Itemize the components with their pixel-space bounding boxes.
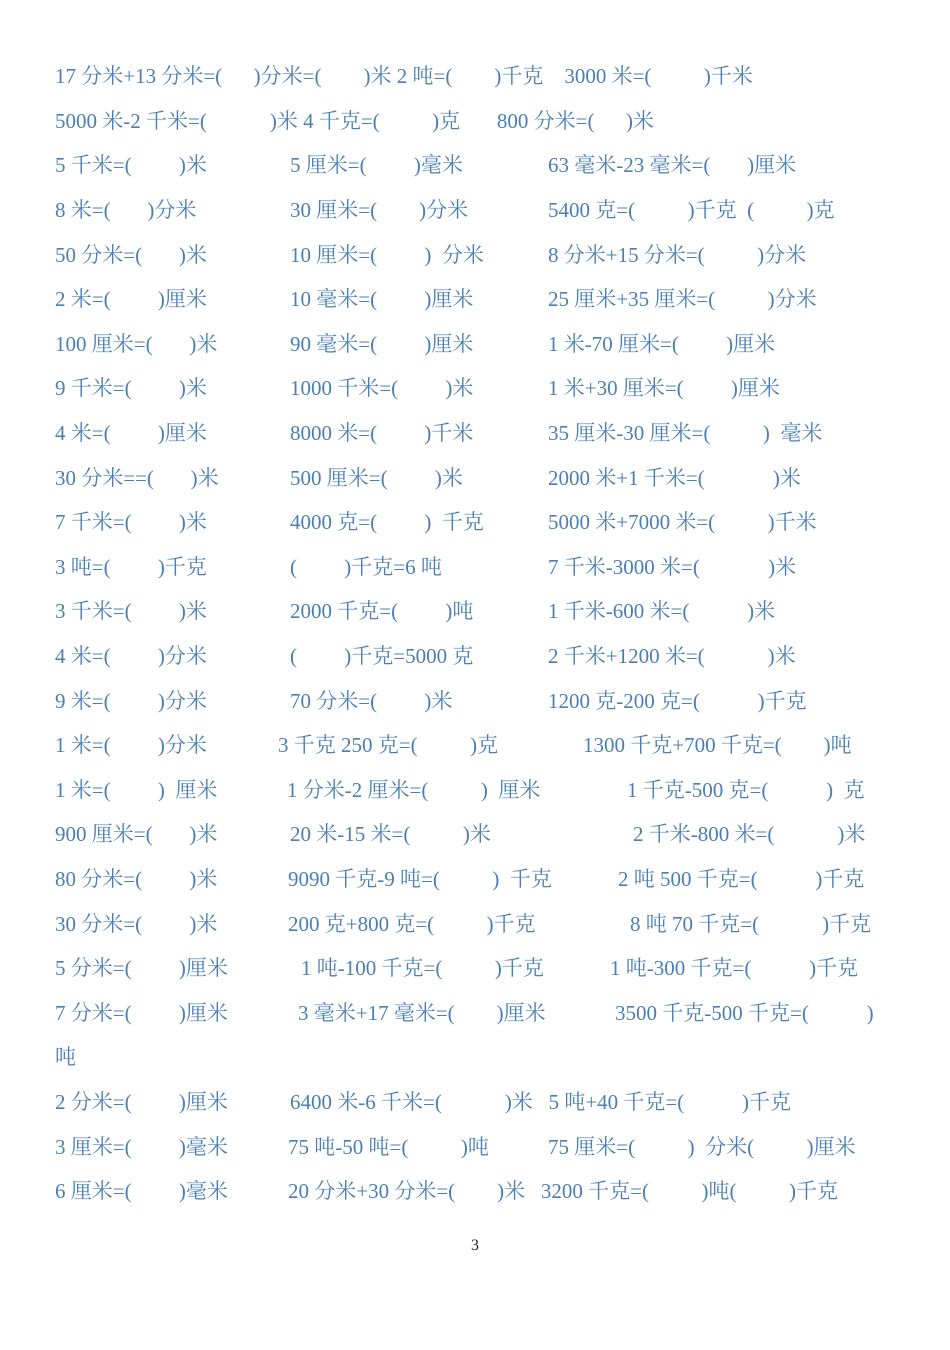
- exercise-line: [55, 192, 835, 228]
- exercise-item: 2000 米+1 千米=( )米: [548, 466, 801, 490]
- exercise-item: 5400 克=( )千克 ( )克: [548, 198, 835, 222]
- exercise-item: 1200 克-200 克=( )千克: [548, 689, 807, 713]
- exercise-item: ( )千克=5000 克: [290, 644, 474, 668]
- exercise-item: 2 米=( )厘米: [55, 287, 207, 311]
- exercise-item: 3 千克 250 克=( )克: [278, 733, 499, 757]
- exercise-item: 1 吨-100 千克=( )千克: [301, 956, 544, 980]
- exercise-item: 35 厘米-30 厘米=( ) 毫米: [548, 421, 823, 445]
- exercise-item: 7 千米-3000 米=( )米: [548, 555, 797, 579]
- exercise-item: 20 米-15 米=( )米: [290, 822, 491, 846]
- exercise-item: 75 吨-50 吨=( )吨: [288, 1135, 489, 1159]
- exercise-item: 500 厘米=( )米: [290, 466, 463, 490]
- exercise-item: 4 米=( )厘米: [55, 421, 207, 445]
- exercise-item: 1 千克-500 克=( ) 克: [627, 778, 865, 802]
- exercise-item: 10 厘米=( ) 分米: [290, 243, 484, 267]
- exercise-item: 30 分米=( )米: [55, 912, 218, 936]
- exercise-item: 3 吨=( )千克: [55, 555, 207, 579]
- exercise-item: 3 千米=( )米: [55, 599, 207, 623]
- exercise-line: [55, 370, 780, 406]
- exercise-line: [55, 415, 823, 451]
- exercise-item: 90 毫米=( )厘米: [290, 332, 474, 356]
- exercise-item: 3 厘米=( )毫米: [55, 1135, 228, 1159]
- exercise-item: 9090 千克-9 吨=( ) 千克: [288, 867, 552, 891]
- exercise-item: 1 分米-2 厘米=( ) 厘米: [287, 778, 541, 802]
- exercise-line: [55, 906, 872, 942]
- exercise-line: [55, 950, 859, 986]
- exercise-item: 3500 千克-500 千克=( ): [615, 1001, 874, 1025]
- exercise-item: 8 米=( )分米: [55, 198, 197, 222]
- exercise-item: 50 分米=( )米: [55, 243, 207, 267]
- exercise-item: 1 米=( ) 厘米: [55, 778, 218, 802]
- exercise-item: 1 米=( )分米: [55, 733, 207, 757]
- exercise-item: 1300 千克+700 千克=( )吨: [583, 733, 852, 757]
- exercise-line: [55, 1084, 791, 1120]
- exercise-item: 4 米=( )分米: [55, 644, 207, 668]
- exercise-item: 4000 克=( ) 千克: [290, 510, 484, 534]
- exercise-item: ( )千克=6 吨: [290, 555, 442, 579]
- exercise-line: [55, 460, 801, 496]
- exercise-item: 20 分米+30 分米=( )米 3200 千克=( )吨( )千克: [288, 1179, 838, 1203]
- exercise-line: [55, 237, 807, 273]
- exercise-line: [55, 103, 654, 139]
- exercise-item: 8 吨 70 千克=( )千克: [630, 912, 872, 936]
- exercise-item: 8 分米+15 分米=( )分米: [548, 243, 807, 267]
- exercise-item: 10 毫米=( )厘米: [290, 287, 474, 311]
- exercise-line: [55, 861, 865, 897]
- exercise-item: 5000 米+7000 米=( )千米: [548, 510, 817, 534]
- exercise-line: [55, 727, 852, 763]
- exercise-item: 100 厘米=( )米: [55, 332, 218, 356]
- exercise-line: [55, 147, 797, 183]
- exercise-item: 5000 米-2 千米=( )米 4 千克=( )克 800 分米=( )米: [55, 109, 654, 133]
- exercise-item: 5 千米=( )米: [55, 153, 207, 177]
- exercise-line: [55, 772, 865, 808]
- page-number: 3: [471, 1237, 479, 1254]
- exercise-line: [55, 995, 874, 1031]
- exercise-item: 200 克+800 克=( )千克: [288, 912, 536, 936]
- exercise-line: [55, 504, 817, 540]
- exercise-item: 9 千米=( )米: [55, 376, 207, 400]
- exercise-item: 2 千米-800 米=( )米: [633, 822, 866, 846]
- exercise-line: [55, 1039, 76, 1075]
- exercise-item: 5 分米=( )厘米: [55, 956, 228, 980]
- exercise-item: 8000 米=( )千米: [290, 421, 474, 445]
- exercise-item: 1000 千米=( )米: [290, 376, 474, 400]
- exercise-item: 80 分米=( )米: [55, 867, 218, 891]
- exercise-item: 3 毫米+17 毫米=( )厘米: [298, 1001, 546, 1025]
- exercise-item: 2 分米=( )厘米: [55, 1090, 228, 1114]
- exercise-item: 75 厘米=( ) 分米( )厘米: [548, 1135, 856, 1159]
- exercise-line: [55, 281, 817, 317]
- exercise-line: [55, 1129, 856, 1165]
- exercise-item: 6400 米-6 千米=( )米 5 吨+40 千克=( )千克: [290, 1090, 791, 1114]
- exercise-item: 7 分米=( )厘米: [55, 1001, 228, 1025]
- exercise-item: 1 千米-600 米=( )米: [548, 599, 776, 623]
- exercise-item: 5 厘米=( )毫米: [290, 153, 463, 177]
- exercise-line: [55, 816, 866, 852]
- exercise-line: [55, 549, 797, 585]
- exercise-item: 9 米=( )分米: [55, 689, 207, 713]
- exercise-line: [55, 638, 796, 674]
- exercise-item: 63 毫米-23 毫米=( )厘米: [548, 153, 797, 177]
- exercise-line: [55, 683, 807, 719]
- exercise-line: [55, 1173, 838, 1209]
- exercise-item: 1 米+30 厘米=( )厘米: [548, 376, 780, 400]
- exercise-item: 25 厘米+35 厘米=( )分米: [548, 287, 817, 311]
- exercise-item: 70 分米=( )米: [290, 689, 453, 713]
- exercise-item: 30 厘米=( )分米: [290, 198, 469, 222]
- exercise-line: [55, 58, 753, 94]
- exercise-item: 2000 千克=( )吨: [290, 599, 474, 623]
- exercise-item: 1 吨-300 千克=( )千克: [610, 956, 859, 980]
- exercise-line: [55, 326, 776, 362]
- exercise-line: [55, 593, 776, 629]
- exercise-item: 30 分米==( )米: [55, 466, 219, 490]
- exercise-item: 1 米-70 厘米=( )厘米: [548, 332, 776, 356]
- exercise-item: 2 吨 500 千克=( )千克: [618, 867, 865, 891]
- exercise-item: 900 厘米=( )米: [55, 822, 218, 846]
- exercise-item: 7 千米=( )米: [55, 510, 207, 534]
- exercise-item: 吨: [55, 1045, 76, 1069]
- exercise-item: 2 千米+1200 米=( )米: [548, 644, 796, 668]
- exercise-item: 6 厘米=( )毫米: [55, 1179, 228, 1203]
- exercise-item: 17 分米+13 分米=( )分米=( )米 2 吨=( )千克 3000 米=( )千米: [55, 64, 753, 88]
